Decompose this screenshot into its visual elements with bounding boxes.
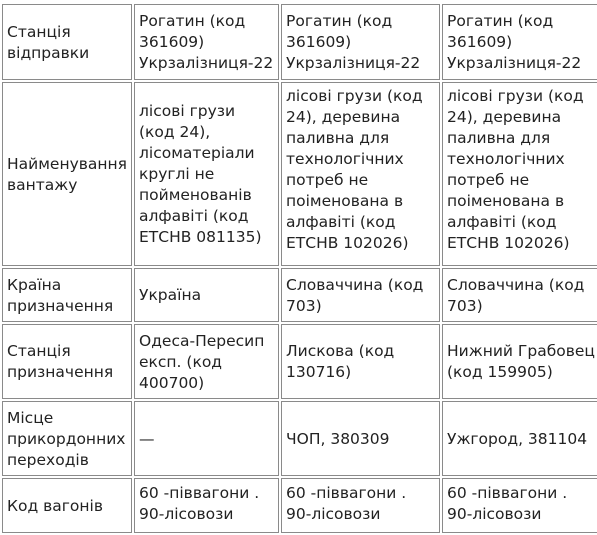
row-label: Країна призначення (2, 268, 132, 322)
row-label: Станція відправки (2, 4, 132, 80)
table-cell: Одеса-Пересип експ. (код 400700) (134, 324, 279, 399)
table-cell: лісові грузи (код 24), лісоматеріали круглі не пойменованів алфавіті (код ЕТСНВ 081135) (134, 82, 279, 266)
table-cell: Лискова (код 130716) (281, 324, 440, 399)
table-cell: лісові грузи (код 24), деревина паливна для технологічних потреб не поіменована в алфавіті (код ЕТСНВ 102026) (442, 82, 597, 266)
table-cell: Рогатин (код 361609) Укрзалізниця-22 (134, 4, 279, 80)
table-cell: Словаччина (код 703) (281, 268, 440, 322)
table-cell: Ужгород, 381104 (442, 401, 597, 476)
row-label: Станція призначення (2, 324, 132, 399)
table-cell: Україна (134, 268, 279, 322)
table-cell: 60 -піввагони . 90-лісовози (134, 478, 279, 533)
table-row-cargo-name (2, 82, 597, 266)
table-cell: 60 -піввагони . 90-лісовози (442, 478, 597, 533)
table-row-wagon-codes (2, 478, 597, 533)
table-cell: Нижний Грабовец (код 159905) (442, 324, 597, 399)
table-row-departure-station (2, 4, 597, 80)
table-cell: ЧОП, 380309 (281, 401, 440, 476)
row-label: Місце прикордонних переходів (2, 401, 132, 476)
cargo-info-table (0, 2, 597, 535)
table-row-destination-station (2, 324, 597, 399)
table-cell: Рогатин (код 361609) Укрзалізниця-22 (442, 4, 597, 80)
table-cell: — (134, 401, 279, 476)
row-label: Найменування вантажу (2, 82, 132, 266)
table-cell: 60 -піввагони . 90-лісовози (281, 478, 440, 533)
table-cell: Словаччина (код 703) (442, 268, 597, 322)
table-cell: Рогатин (код 361609) Укрзалізниця-22 (281, 4, 440, 80)
table-row-destination-country (2, 268, 597, 322)
table-cell: лісові грузи (код 24), деревина паливна для технологічних потреб не поіменована в алфавіті (код ЕТСНВ 102026) (281, 82, 440, 266)
row-label: Код вагонів (2, 478, 132, 533)
table-row-border-crossings (2, 401, 597, 476)
